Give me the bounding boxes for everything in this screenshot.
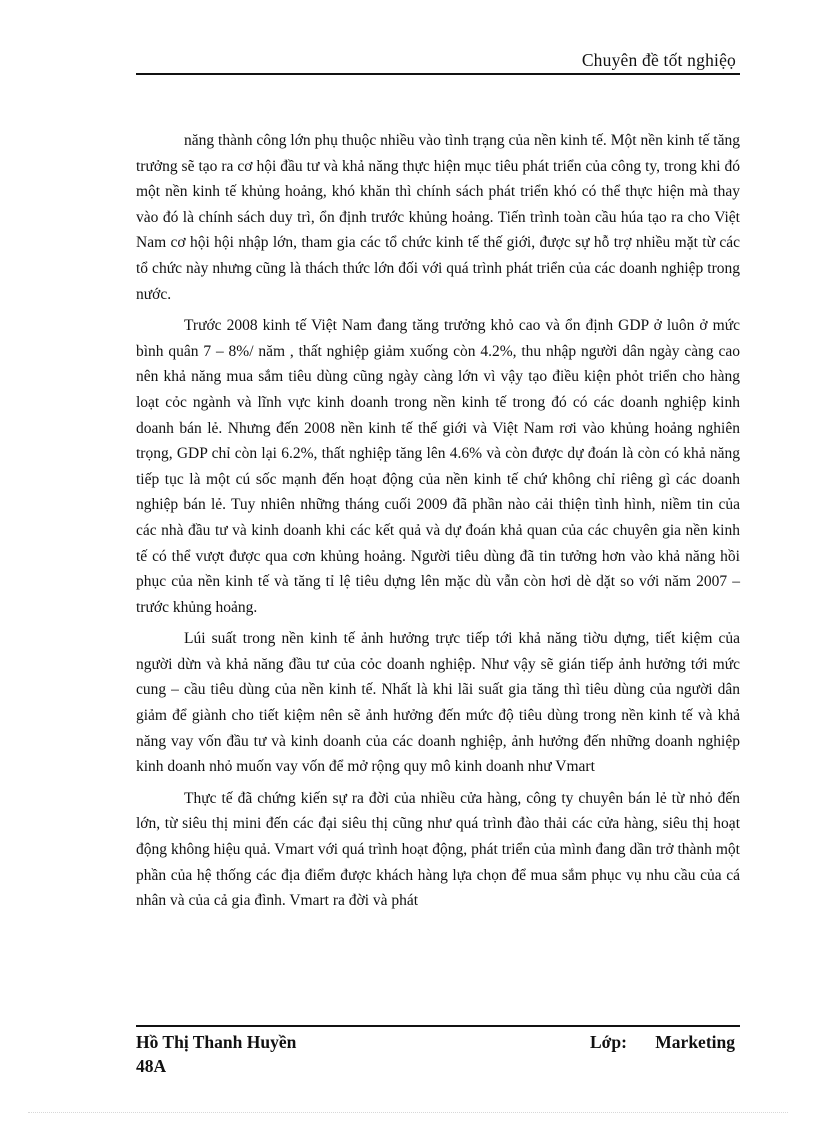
- header-divider: [136, 73, 740, 75]
- body-paragraph: Trước 2008 kinh tế Việt Nam đang tăng trưởng khỏ cao và ổn định GDP ở luôn ở mức bình quân 7 – 8%/ năm , thất nghiệp giảm xuống còn 4.2%, thu nhập người dân ngày càng cao nên khả năng mua sắm tiêu dùng cũng ngày càng lớn vì vậy tạo điều kiện phỏt triển cho hàng loạt cỏc ngành và lĩnh vực kinh doanh trong nền kinh tế trong đó có các doanh nghiệp kinh doanh bán lẻ. Nhưng đến 2008 nền kinh tế thế giới và Việt Nam rơi vào khủng hoảng nghiên trọng, GDP chỉ còn lại 6.2%, thất nghiệp tăng lên 4.6% và còn được dự đoán là còn có khả năng tiếp tục là một cú sốc mạnh đến hoạt động của nền kinh tế chứ không chỉ riêng gì các doanh nghiệp bán lẻ. Tuy nhiên những tháng cuối 2009 đã phần nào cải thiện tình hình, niềm tin của các nhà đầu tư và kinh doanh khi các kết quả và dự đoán khả quan của các chuyên gia nền kinh tế có thể vượt được qua cơn khủng hoảng. Người tiêu dùng đã tin tưởng hơn vào khả năng hồi phục của nền kinh tế và tăng tỉ lệ tiêu dựng lên mặc dù vẫn còn hơi dè dặt so với năm 2007 – trước khủng hoảng.: [136, 317, 740, 616]
- footer-divider: [136, 1025, 740, 1027]
- document-body: [136, 128, 740, 920]
- footer-class-major: Marketing: [655, 1032, 735, 1052]
- page-header-title: Chuyên đề tốt nghiệọ: [581, 50, 736, 70]
- footer-author: Hồ Thị Thanh Huyền: [136, 1032, 297, 1052]
- body-paragraph: năng thành công lớn phụ thuộc nhiều vào tình trạng của nền kinh tế. Một nền kinh tế tăng trưởng sẽ tạo ra cơ hội đầu tư và khả năng thực hiện mục tiêu phát triển của công ty, trong khi đó một nền kinh tế khủng hoảng, khó khăn thì chính sách phát triển khó có thể thực hiện mà thay vào đó là chính sách duy trì, ổn định trước khủng hoảng. Tiến trình toàn cầu húa tạo ra cho Việt Nam cơ hội hội nhập lớn, tham gia các tổ chức kinh tế thế giới, được sự hỗ trợ nhiều mặt từ các tổ chức này nhưng cũng là thách thức lớn đối với quá trình phát triển của các doanh nghiệp trong nước.: [136, 132, 740, 303]
- page-bottom-edge: [28, 1112, 788, 1113]
- footer-class-number: 48A: [136, 1056, 167, 1076]
- body-paragraph: Thực tế đã chứng kiến sự ra đời của nhiều cửa hàng, công ty chuyên bán lẻ từ nhỏ đến lớn, từ siêu thị mini đến các đại siêu thị cũng như quá trình đào thải các cửa hàng, siêu thị hoạt động không hiệu quả. Vmart với quá trình hoạt động, phát triển của mình đang dần trở thành một phần của hệ thống các địa điểm được khách hàng lựa chọn để mua sắm phục vụ nhu cầu của cá nhân và của cả gia đình. Vmart ra đời và phát: [136, 789, 740, 910]
- body-paragraph: Lúi suất trong nền kinh tế ảnh hưởng trực tiếp tới khả năng tiờu dựng, tiết kiệm của người dừn và khả năng đầu tư của cỏc doanh nghiệp. Như vậy sẽ gián tiếp ảnh hưởng tới mức cung – cầu tiêu dùng của nền kinh tế. Nhất là khi lãi suất gia tăng thì tiêu dùng của người dân giảm để giành cho tiết kiệm nên sẽ ảnh hưởng đến mức độ tiêu dùng trong nền kinh tế và khả năng vay vốn đầu tư và kinh doanh của các doanh nghiệp, ảnh hưởng đến những doanh nghiệp kinh doanh nhỏ muốn vay vốn để mở rộng quy mô kinh doanh như Vmart: [136, 630, 740, 776]
- footer-class-label: Lớp:: [590, 1032, 627, 1052]
